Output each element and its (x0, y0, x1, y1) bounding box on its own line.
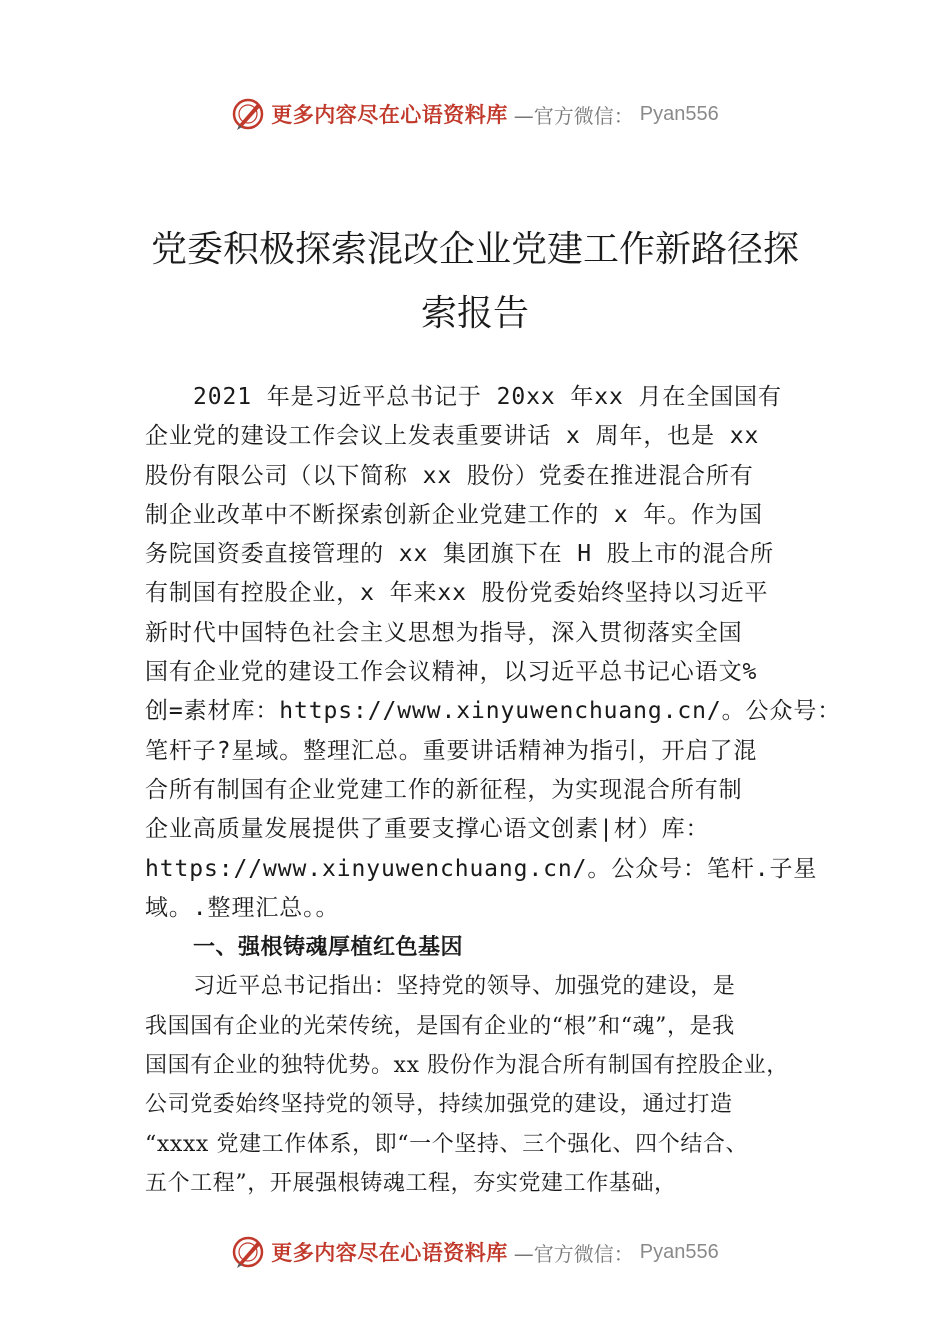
body-line: 股份有限公司（以下简称 xx 股份）党委在推进混合所有 (145, 462, 754, 489)
body-line: 我国国有企业的光荣传统，是国有企业的“根”和“魂”，是我 (145, 1013, 735, 1039)
banner-site-name: 更多内容尽在心语资料库 (271, 1240, 508, 1265)
document-body (145, 378, 845, 1203)
body-line: 企业高质量发展提供了重要支撑心语文创素|材）库： (145, 816, 710, 843)
banner-site-name: 更多内容尽在心语资料库 (271, 102, 508, 127)
body-line: https://www.xinyuwenchuang.cn/。公众号：笔杆.子星 (145, 855, 818, 882)
body-line: 务院国资委直接管理的 xx 集团旗下在 H 股上市的混合所 (145, 541, 775, 568)
body-line: 习近平总书记指出：坚持党的领导、加强党的建设，是 (193, 974, 736, 1000)
document-title (100, 218, 850, 346)
body-line: 公司党委始终坚持党的领导，持续加强党的建设，通过打造 (145, 1092, 733, 1118)
body-line: 域。.整理汇总。。 (145, 894, 340, 921)
body-line: “xxxx 党建工作体系，即“一个坚持、三个强化、四个结合、 (145, 1131, 749, 1157)
banner-wechat-id: Pyan556 (639, 1240, 719, 1263)
body-line: 2021 年是习近平总书记于 20xx 年xx 月在全国国有 (193, 384, 782, 410)
pen-logo-icon (231, 1235, 265, 1269)
watermark-banner-bottom (0, 1232, 950, 1272)
title-line-1: 党委积极探索混改企业党建工作新路径探 (150, 229, 799, 270)
watermark-banner-top (0, 94, 950, 134)
section-heading: 一、强根铸魂厚植红色基因 (193, 935, 464, 961)
body-line: 企业党的建设工作会议上发表重要讲话 x 周年，也是 xx (145, 423, 760, 450)
body-line: 制企业改革中不断探索创新企业党建工作的 x 年。作为国 (145, 501, 763, 528)
body-line: 笔杆子?星域。整理汇总。重要讲话精神为指引，开启了混 (145, 737, 758, 764)
body-line: 合所有制国有企业党建工作的新征程，为实现混合所有制 (145, 776, 743, 803)
title-line-2: 索报告 (420, 293, 529, 334)
body-line: 国有企业党的建设工作会议精神，以习近平总书记心语文% (145, 659, 758, 686)
banner-wechat-label: —官方微信： (513, 1241, 634, 1266)
body-line: 创=素材库：https://www.xinyuwenchuang.cn/。公众号： (145, 698, 842, 725)
pen-logo-icon (231, 97, 265, 131)
body-line: 新时代中国特色社会主义思想为指导，深入贯彻落实全国 (145, 619, 743, 646)
body-line: 有制国有控股企业，x 年来xx 股份党委始终坚持以习近平 (145, 580, 769, 607)
banner-wechat-label: —官方微信： (513, 103, 634, 128)
body-line: 五个工程”，开展强根铸魂工程，夯实党建工作基础， (145, 1170, 677, 1196)
banner-wechat-id: Pyan556 (639, 102, 719, 125)
body-line: 国国有企业的独特优势。xx 股份作为混合所有制国有控股企业， (145, 1053, 789, 1079)
